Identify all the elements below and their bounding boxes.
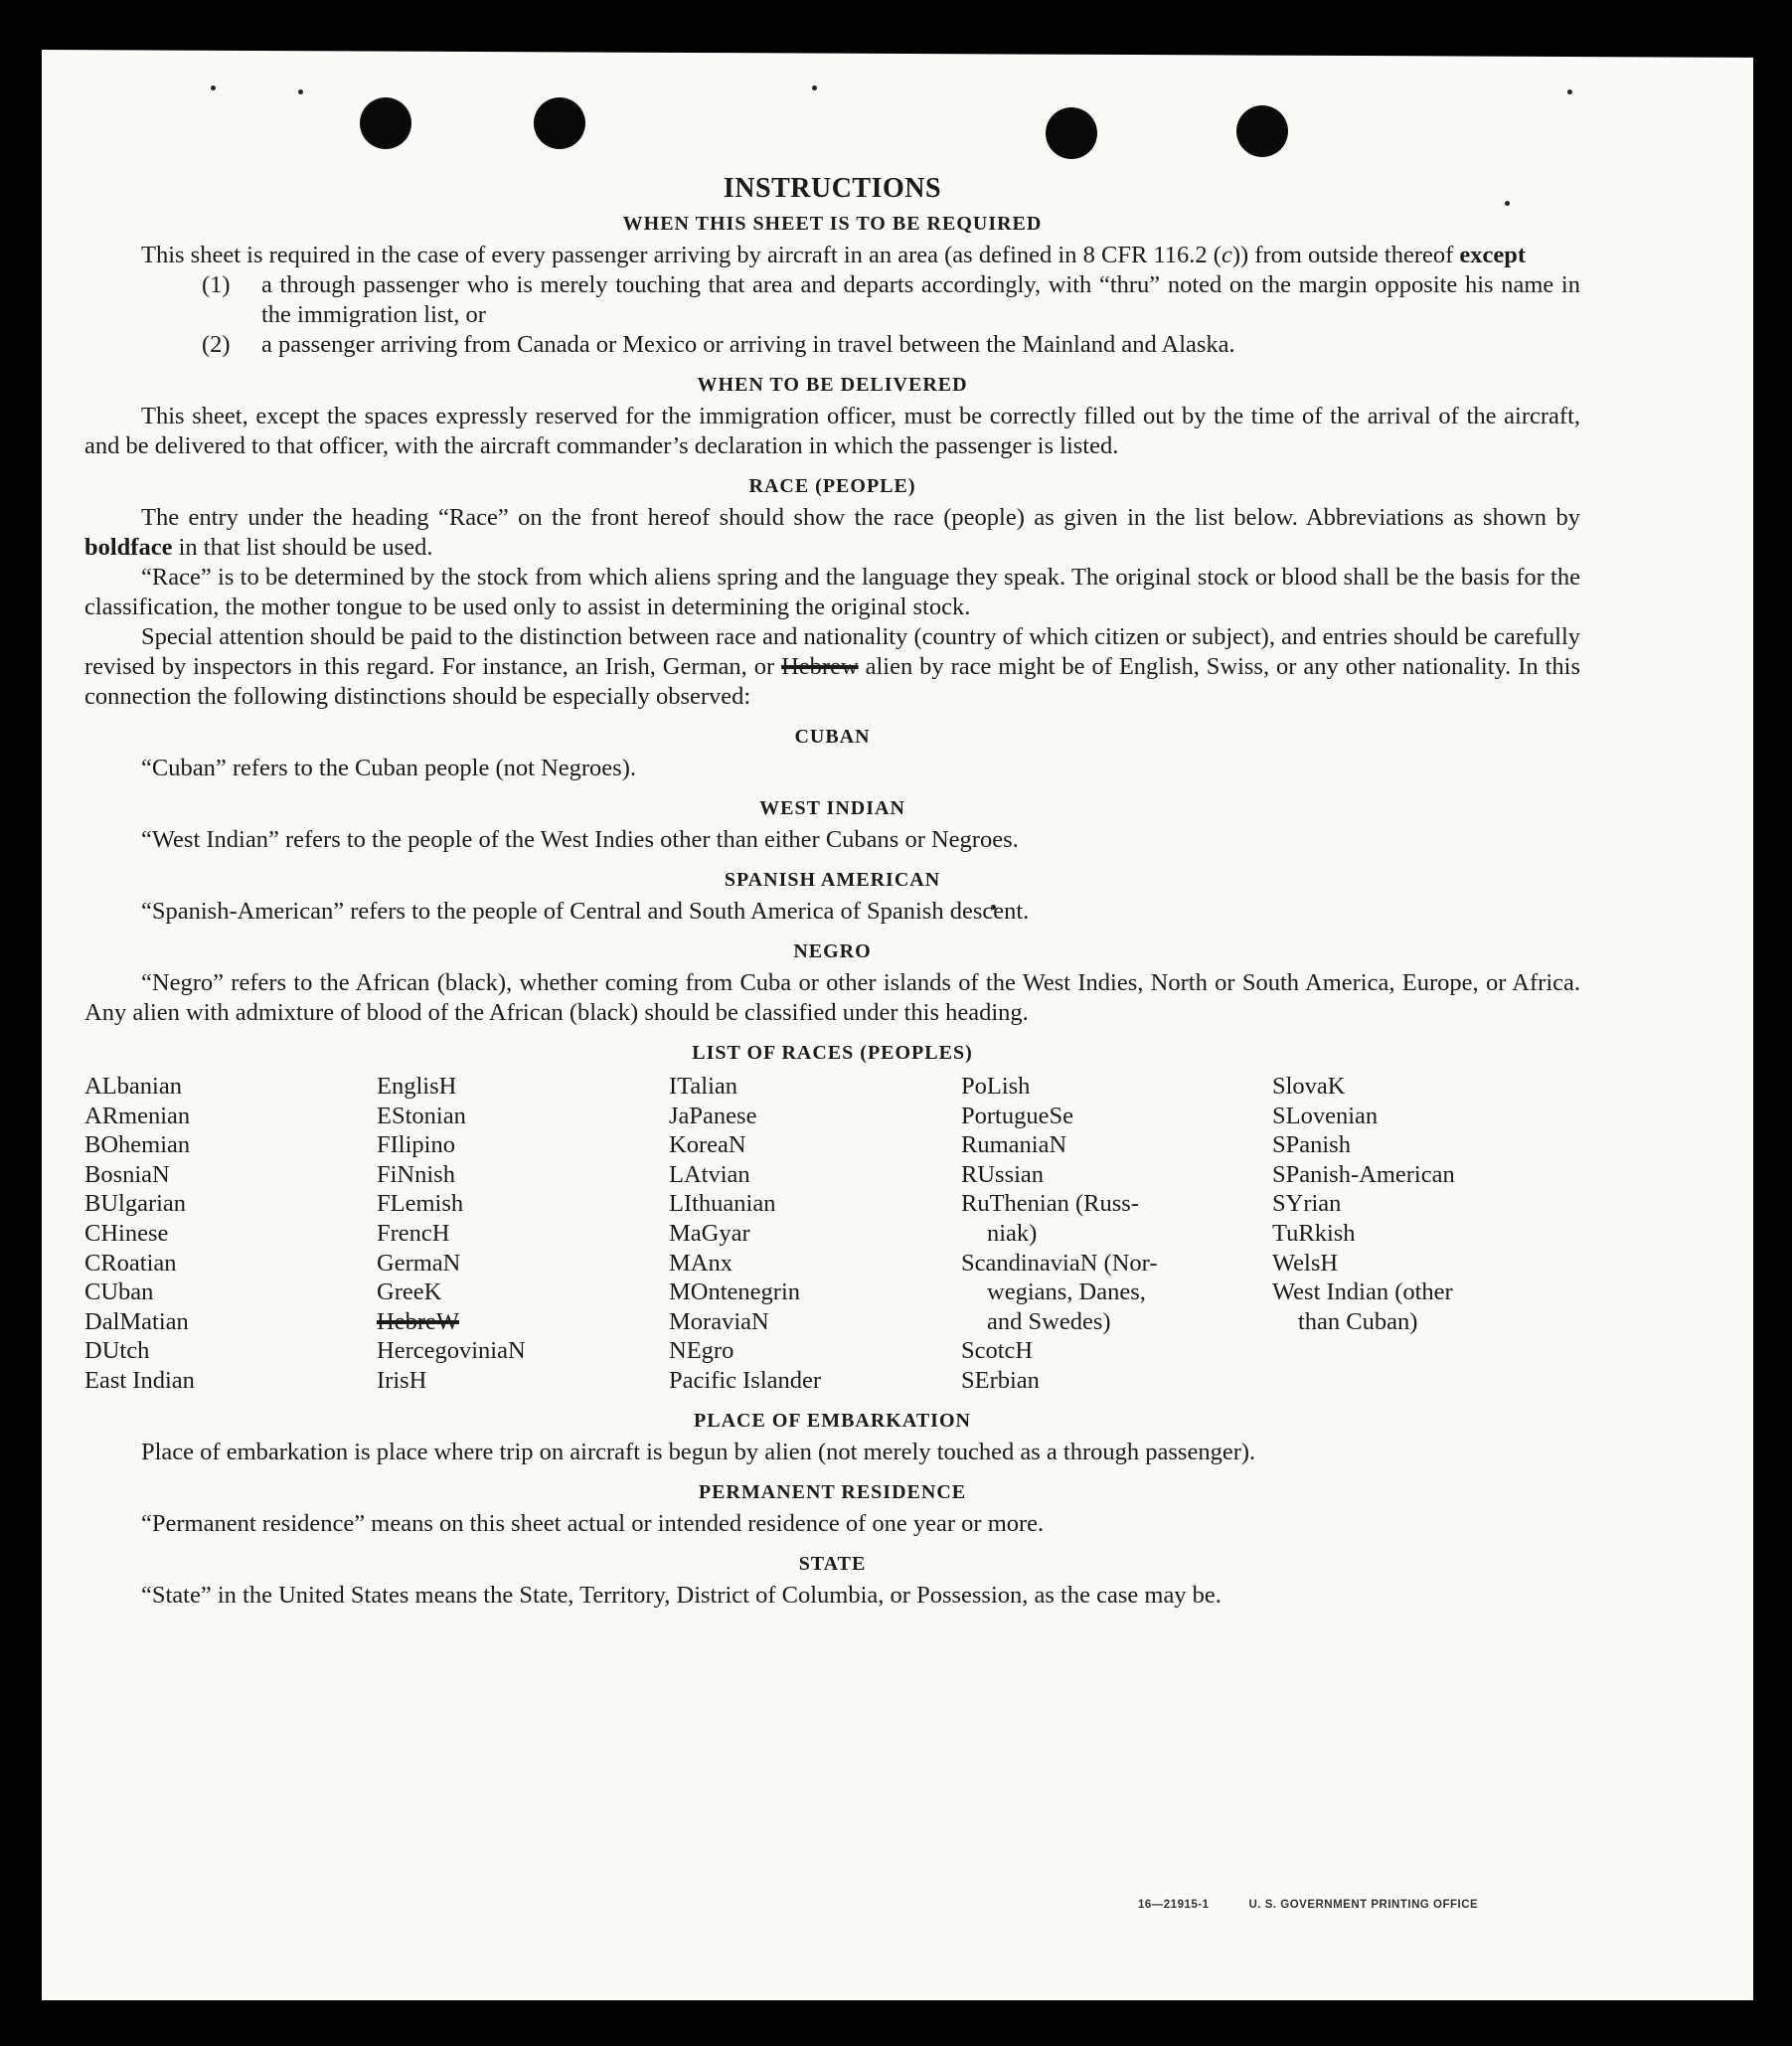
paragraph-race-3: Special attention should be paid to the distinction between race and nationality (country of which citizen or subject), and entries should be carefully revised by inspectors in this regard. For instance, an Irish, German, or Hebrew alien by race might be of English, Swiss, or any other nationality. In this connection the following distinctions should be especially observed: (84, 623, 1581, 710)
paragraph-permanent-residence: “Permanent residence” means on this sheet actual or intended residence of one year or more. (141, 1509, 1045, 1537)
race-entry: LAtvian (669, 1160, 750, 1188)
race-entry: ARmenian (84, 1102, 191, 1129)
punch-hole (534, 97, 585, 149)
race-entry: EnglisH (377, 1073, 457, 1100)
printer-imprint: U. S. GOVERNMENT PRINTING OFFICE (1248, 1899, 1479, 1911)
race-column (1272, 1072, 1580, 1396)
paragraph-when-delivered: This sheet, except the spaces expressly reserved for the immigration officer, must be correctly filled out by the time of the arrival of the aircraft, and be delivered to that officer, with the aircraft commander’s declaration in which the passenger is listed. (84, 403, 1580, 459)
race-entry: ScotcH (961, 1337, 1034, 1365)
paragraph-spanish-american: “Spanish-American” refers to the people of Central and South America of Spanish descent. (141, 898, 1030, 925)
heading-west-indian: WEST INDIAN (759, 797, 905, 819)
speck (1567, 89, 1572, 94)
race-entry: CHinese (84, 1219, 169, 1247)
race-entry: KoreaN (669, 1131, 746, 1159)
heading-when-required: WHEN THIS SHEET IS TO BE REQUIRED (622, 213, 1043, 235)
race-entry: SYrian (1272, 1190, 1342, 1218)
race-entry: FIlipino (377, 1131, 455, 1159)
race-entry: SErbian (961, 1366, 1040, 1394)
list-item: (1) a through passenger who is merely touching that area and departs accordingly, with “thru” noted on the margin opposite his name in the immigration list, or (202, 271, 1580, 328)
race-entry: SPanish (1272, 1131, 1351, 1159)
race-entry: niak) (987, 1219, 1038, 1247)
race-entry: SPanish-American (1272, 1160, 1455, 1188)
race-entry: ScandinaviaN (Nor- (961, 1249, 1158, 1277)
race-entry: RuThenian (Russ- (961, 1190, 1139, 1218)
speck (298, 89, 303, 94)
heading-race: RACE (PEOPLE) (748, 475, 916, 497)
heading-permanent-residence: PERMANENT RESIDENCE (698, 1480, 967, 1503)
race-column (84, 1072, 377, 1396)
heading-embarkation: PLACE OF EMBARKATION (694, 1409, 971, 1432)
race-entry: MoraviaN (669, 1307, 769, 1335)
paragraph-race-1: The entry under the heading “Race” on the front hereof should show the race (people) as given in the list below. Abbreviations as shown by boldface in that list should be used. (84, 504, 1580, 561)
race-entry: TuRkish (1272, 1219, 1356, 1247)
race-entry: FrencH (377, 1219, 450, 1247)
race-entry: IrisH (377, 1366, 427, 1394)
race-list (84, 1072, 1580, 1396)
race-entry: CUban (84, 1279, 154, 1306)
race-entry: NEgro (669, 1337, 734, 1365)
race-entry: HercegoviniaN (377, 1337, 526, 1365)
heading-list-of-races: LIST OF RACES (PEOPLES) (692, 1042, 973, 1064)
race-entry: WelsH (1272, 1249, 1339, 1277)
race-entry: DUtch (84, 1337, 150, 1365)
heading-state: STATE (798, 1552, 867, 1575)
race-entry: BosniaN (84, 1160, 170, 1188)
race-column (961, 1072, 1272, 1396)
heading-spanish-american: SPANISH AMERICAN (724, 869, 941, 891)
race-entry: RUssian (961, 1160, 1045, 1188)
list-item: (2) a passenger arriving from Canada or Mexico or arriving in travel between the Mainland and Alaska. (202, 331, 1235, 358)
race-entry: BUlgarian (84, 1190, 187, 1218)
paragraph-west-indian: “West Indian” refers to the people of the West Indies other than either Cubans or Negroes. (141, 826, 1019, 853)
footer (1138, 1899, 1478, 1911)
paragraph-when-required: This sheet is required in the case of every passenger arriving by aircraft in an area (as defined in 8 CFR 116.2 (c)) from outside thereof except (141, 242, 1527, 268)
race-entry: CRoatian (84, 1249, 177, 1277)
instructions-content (84, 169, 1580, 1611)
race-entry: RumaniaN (961, 1131, 1067, 1159)
race-entry: ALbanian (84, 1073, 182, 1100)
race-column (669, 1072, 961, 1396)
heading-when-delivered: WHEN TO BE DELIVERED (697, 374, 968, 396)
race-entry: SlovaK (1272, 1073, 1346, 1100)
paragraph-negro: “Negro” refers to the African (black), whether coming from Cuba or other islands of the West Indies, North or South America, Europe, or Africa. Any alien with admixture of blood of the African (black) should be classified under this heading. (84, 969, 1580, 1026)
race-entry: PortugueSe (961, 1102, 1073, 1129)
race-entry: East Indian (84, 1366, 195, 1394)
page-title: INSTRUCTIONS (723, 173, 942, 204)
punch-hole (360, 97, 411, 149)
race-entry: JaPanese (669, 1102, 757, 1129)
race-entry: HebreW (377, 1307, 459, 1335)
race-entry: SLovenian (1272, 1102, 1379, 1129)
punch-hole (1236, 105, 1288, 157)
paragraph-embarkation: Place of embarkation is place where trip on aircraft is begun by alien (not merely touched as a through passenger). (141, 1438, 1256, 1465)
race-entry: FLemish (377, 1190, 464, 1218)
race-entry: West Indian (other (1272, 1279, 1453, 1306)
race-entry: GermaN (377, 1249, 461, 1277)
race-entry: MOntenegrin (669, 1279, 800, 1306)
race-entry: EStonian (377, 1102, 466, 1129)
race-entry: ITalian (669, 1073, 738, 1100)
form-number: 16—21915-1 (1138, 1899, 1210, 1911)
race-entry: DalMatian (84, 1307, 189, 1335)
race-entry: PoLish (961, 1073, 1031, 1100)
paragraph-state: “State” in the United States means the State, Territory, District of Columbia, or Possession, as the case may be. (141, 1581, 1222, 1609)
race-entry: LIthuanian (669, 1190, 776, 1218)
speck (211, 85, 216, 90)
race-entry: BOhemian (84, 1131, 191, 1159)
race-column (377, 1072, 669, 1396)
heading-negro: NEGRO (793, 940, 872, 962)
race-entry: GreeK (377, 1279, 442, 1306)
punch-hole (1046, 107, 1097, 159)
paragraph-race-2: “Race” is to be determined by the stock from which aliens spring and the language they speak. The original stock or blood shall be the basis for the classification, the mother tongue to be used only to assist in determining the original stock. (84, 564, 1580, 620)
race-entry: wegians, Danes, (987, 1279, 1146, 1306)
race-entry: MAnx (669, 1249, 733, 1277)
race-entry: than Cuban) (1298, 1307, 1418, 1335)
paragraph-cuban: “Cuban” refers to the Cuban people (not Negroes). (141, 755, 636, 781)
race-entry: and Swedes) (987, 1307, 1111, 1335)
speck (812, 85, 817, 90)
race-entry: MaGyar (669, 1219, 750, 1247)
race-entry: Pacific Islander (669, 1366, 822, 1394)
race-entry: FiNnish (377, 1160, 455, 1188)
heading-cuban: CUBAN (794, 726, 871, 748)
